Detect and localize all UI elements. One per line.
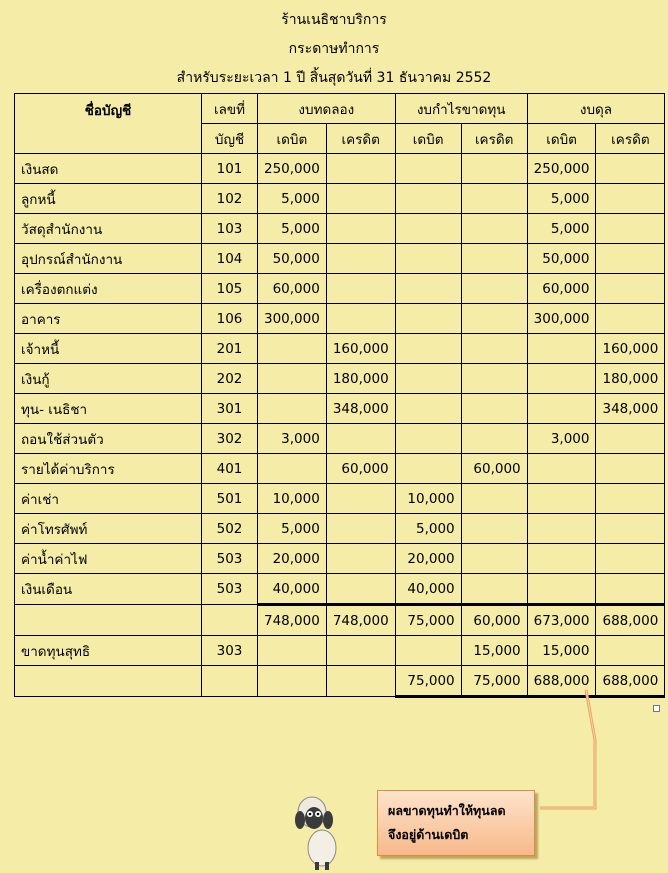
account-name-header: ชื่อบัญชี — [15, 94, 202, 154]
final-is-debit: 75,000 — [395, 666, 461, 697]
tb-credit — [326, 544, 395, 574]
total-tb-debit: 748,000 — [258, 605, 327, 636]
account-name: เงินเดือน — [15, 574, 202, 605]
credit-header: เครดิต — [461, 124, 527, 154]
is-debit: 10,000 — [395, 484, 461, 514]
tb-credit — [326, 304, 395, 334]
bs-credit — [596, 214, 665, 244]
net-loss-row — [15, 636, 665, 666]
account-name: ค่าเช่า — [15, 484, 202, 514]
is-credit — [461, 304, 527, 334]
account-no: 301 — [202, 394, 258, 424]
bs-credit — [596, 574, 665, 605]
bs-debit: 5,000 — [527, 214, 596, 244]
account-row — [15, 364, 665, 394]
account-name: อุปกรณ์สำนักงาน — [15, 244, 202, 274]
account-name: ถอนใช้ส่วนตัว — [15, 424, 202, 454]
tb-credit: 348,000 — [326, 394, 395, 424]
totals-row — [15, 605, 665, 636]
account-no: 106 — [202, 304, 258, 334]
account-no-header-2: บัญชี — [202, 124, 258, 154]
tb-credit — [326, 244, 395, 274]
bs-debit — [527, 544, 596, 574]
bs-debit — [527, 514, 596, 544]
callout-line-1: ผลขาดทุนทำให้ทุนลด — [388, 803, 506, 818]
tb-credit: 60,000 — [326, 454, 395, 484]
tb-credit — [326, 514, 395, 544]
net-loss-label: ขาดทุนสุทธิ — [15, 636, 202, 666]
account-no: 302 — [202, 424, 258, 454]
account-no: 501 — [202, 484, 258, 514]
account-row — [15, 334, 665, 364]
is-credit — [461, 424, 527, 454]
is-debit — [395, 184, 461, 214]
account-row — [15, 274, 665, 304]
tb-credit — [326, 484, 395, 514]
debit-header: เดบิต — [527, 124, 596, 154]
account-row — [15, 214, 665, 244]
tb-debit: 3,000 — [258, 424, 327, 454]
tb-debit: 60,000 — [258, 274, 327, 304]
account-no: 102 — [202, 184, 258, 214]
tb-debit: 5,000 — [258, 184, 327, 214]
is-debit: 20,000 — [395, 544, 461, 574]
bs-credit: 160,000 — [596, 334, 665, 364]
credit-header: เครดิต — [326, 124, 395, 154]
account-name: ลูกหนี้ — [15, 184, 202, 214]
total-is-credit: 60,000 — [461, 605, 527, 636]
account-row — [15, 544, 665, 574]
is-credit — [461, 334, 527, 364]
credit-header: เครดิต — [596, 124, 665, 154]
is-credit — [461, 484, 527, 514]
tb-debit: 40,000 — [258, 574, 327, 605]
tb-debit: 250,000 — [258, 154, 327, 184]
tb-credit: 180,000 — [326, 364, 395, 394]
is-credit — [461, 154, 527, 184]
account-name: ทุน- เนธิชา — [15, 394, 202, 424]
is-credit — [461, 574, 527, 605]
is-debit — [395, 214, 461, 244]
account-name: รายได้ค่าบริการ — [15, 454, 202, 484]
bs-debit: 250,000 — [527, 154, 596, 184]
tb-debit: 20,000 — [258, 544, 327, 574]
account-row — [15, 394, 665, 424]
income-statement-header: งบกำไรขาดทุน — [395, 94, 527, 124]
is-debit — [395, 154, 461, 184]
debit-header: เดบิต — [258, 124, 327, 154]
bs-debit — [527, 334, 596, 364]
bs-credit — [596, 274, 665, 304]
tb-debit — [258, 334, 327, 364]
net-loss-bs-debit: 15,000 — [527, 636, 596, 666]
account-name: อาคาร — [15, 304, 202, 334]
tb-credit: 160,000 — [326, 334, 395, 364]
bs-debit — [527, 454, 596, 484]
tb-credit — [326, 214, 395, 244]
worksheet-table — [14, 93, 665, 698]
tb-debit — [258, 454, 327, 484]
account-name: เจ้าหนี้ — [15, 334, 202, 364]
is-debit — [395, 274, 461, 304]
final-bs-debit: 688,000 — [527, 666, 596, 697]
account-no-header-1: เลขที่ — [202, 94, 258, 124]
tb-credit — [326, 154, 395, 184]
bs-debit — [527, 394, 596, 424]
is-debit — [395, 364, 461, 394]
document-title: กระดาษทำการ — [288, 41, 380, 57]
is-credit — [461, 184, 527, 214]
is-credit — [461, 394, 527, 424]
is-credit — [461, 244, 527, 274]
is-credit: 60,000 — [461, 454, 527, 484]
account-row — [15, 424, 665, 454]
account-row — [15, 454, 665, 484]
tb-debit: 5,000 — [258, 214, 327, 244]
company-name: ร้านเนธิชาบริการ — [281, 12, 387, 28]
total-tb-credit: 748,000 — [326, 605, 395, 636]
is-debit — [395, 304, 461, 334]
is-credit — [461, 274, 527, 304]
tb-credit — [326, 184, 395, 214]
bs-debit: 5,000 — [527, 184, 596, 214]
tb-debit: 10,000 — [258, 484, 327, 514]
bs-debit: 300,000 — [527, 304, 596, 334]
account-row — [15, 574, 665, 605]
account-no: 105 — [202, 274, 258, 304]
account-name: วัสดุสำนักงาน — [15, 214, 202, 244]
final-bs-credit: 688,000 — [596, 666, 665, 697]
net-loss-is-credit: 15,000 — [461, 636, 527, 666]
sheep-mascot-icon — [290, 790, 350, 870]
account-name: เครื่องตกแต่ง — [15, 274, 202, 304]
bs-credit — [596, 154, 665, 184]
explanation-callout — [377, 790, 535, 856]
account-no: 503 — [202, 574, 258, 605]
is-debit — [395, 394, 461, 424]
tb-debit: 5,000 — [258, 514, 327, 544]
account-row — [15, 484, 665, 514]
callout-line-2: จึงอยู่ด้านเดบิต — [388, 827, 469, 842]
is-debit: 40,000 — [395, 574, 461, 605]
account-row — [15, 154, 665, 184]
tb-debit: 300,000 — [258, 304, 327, 334]
final-totals-row — [15, 666, 665, 697]
tb-credit — [326, 574, 395, 605]
account-no: 101 — [202, 154, 258, 184]
total-bs-debit: 673,000 — [527, 605, 596, 636]
account-row — [15, 514, 665, 544]
is-debit — [395, 244, 461, 274]
account-name: เงินกู้ — [15, 364, 202, 394]
bs-credit — [596, 304, 665, 334]
bs-credit — [596, 514, 665, 544]
bs-credit — [596, 484, 665, 514]
total-bs-credit: 688,000 — [596, 605, 665, 636]
is-credit — [461, 514, 527, 544]
tb-credit — [326, 424, 395, 454]
account-no: 502 — [202, 514, 258, 544]
account-name: เงินสด — [15, 154, 202, 184]
account-row — [15, 244, 665, 274]
is-credit — [461, 364, 527, 394]
resize-handle[interactable] — [653, 705, 660, 712]
is-credit — [461, 214, 527, 244]
bs-credit — [596, 454, 665, 484]
tb-credit — [326, 274, 395, 304]
is-debit: 5,000 — [395, 514, 461, 544]
bs-credit: 348,000 — [596, 394, 665, 424]
bs-credit — [596, 544, 665, 574]
account-no: 503 — [202, 544, 258, 574]
bs-debit: 50,000 — [527, 244, 596, 274]
debit-header: เดบิต — [395, 124, 461, 154]
bs-debit — [527, 574, 596, 605]
tb-debit — [258, 394, 327, 424]
account-no: 103 — [202, 214, 258, 244]
tb-debit: 50,000 — [258, 244, 327, 274]
tb-debit — [258, 364, 327, 394]
account-no: 202 — [202, 364, 258, 394]
account-row — [15, 184, 665, 214]
is-credit — [461, 544, 527, 574]
account-name: ค่าน้ำค่าไฟ — [15, 544, 202, 574]
bs-credit: 180,000 — [596, 364, 665, 394]
bs-credit — [596, 424, 665, 454]
account-row — [15, 304, 665, 334]
bs-debit — [527, 484, 596, 514]
total-is-debit: 75,000 — [395, 605, 461, 636]
account-no: 201 — [202, 334, 258, 364]
is-debit — [395, 334, 461, 364]
period-line: สำหรับระยะเวลา 1 ปี สิ้นสุดวันที่ 31 ธันวาคม 2552 — [176, 70, 492, 86]
bs-credit — [596, 244, 665, 274]
is-debit — [395, 424, 461, 454]
final-is-credit: 75,000 — [461, 666, 527, 697]
account-no: 104 — [202, 244, 258, 274]
bs-debit: 3,000 — [527, 424, 596, 454]
bs-credit — [596, 184, 665, 214]
account-no: 401 — [202, 454, 258, 484]
bs-debit — [527, 364, 596, 394]
trial-balance-header: งบทดลอง — [258, 94, 396, 124]
account-name: ค่าโทรศัพท์ — [15, 514, 202, 544]
balance-sheet-header: งบดุล — [527, 94, 665, 124]
bs-debit: 60,000 — [527, 274, 596, 304]
net-loss-no: 303 — [202, 636, 258, 666]
is-debit — [395, 454, 461, 484]
